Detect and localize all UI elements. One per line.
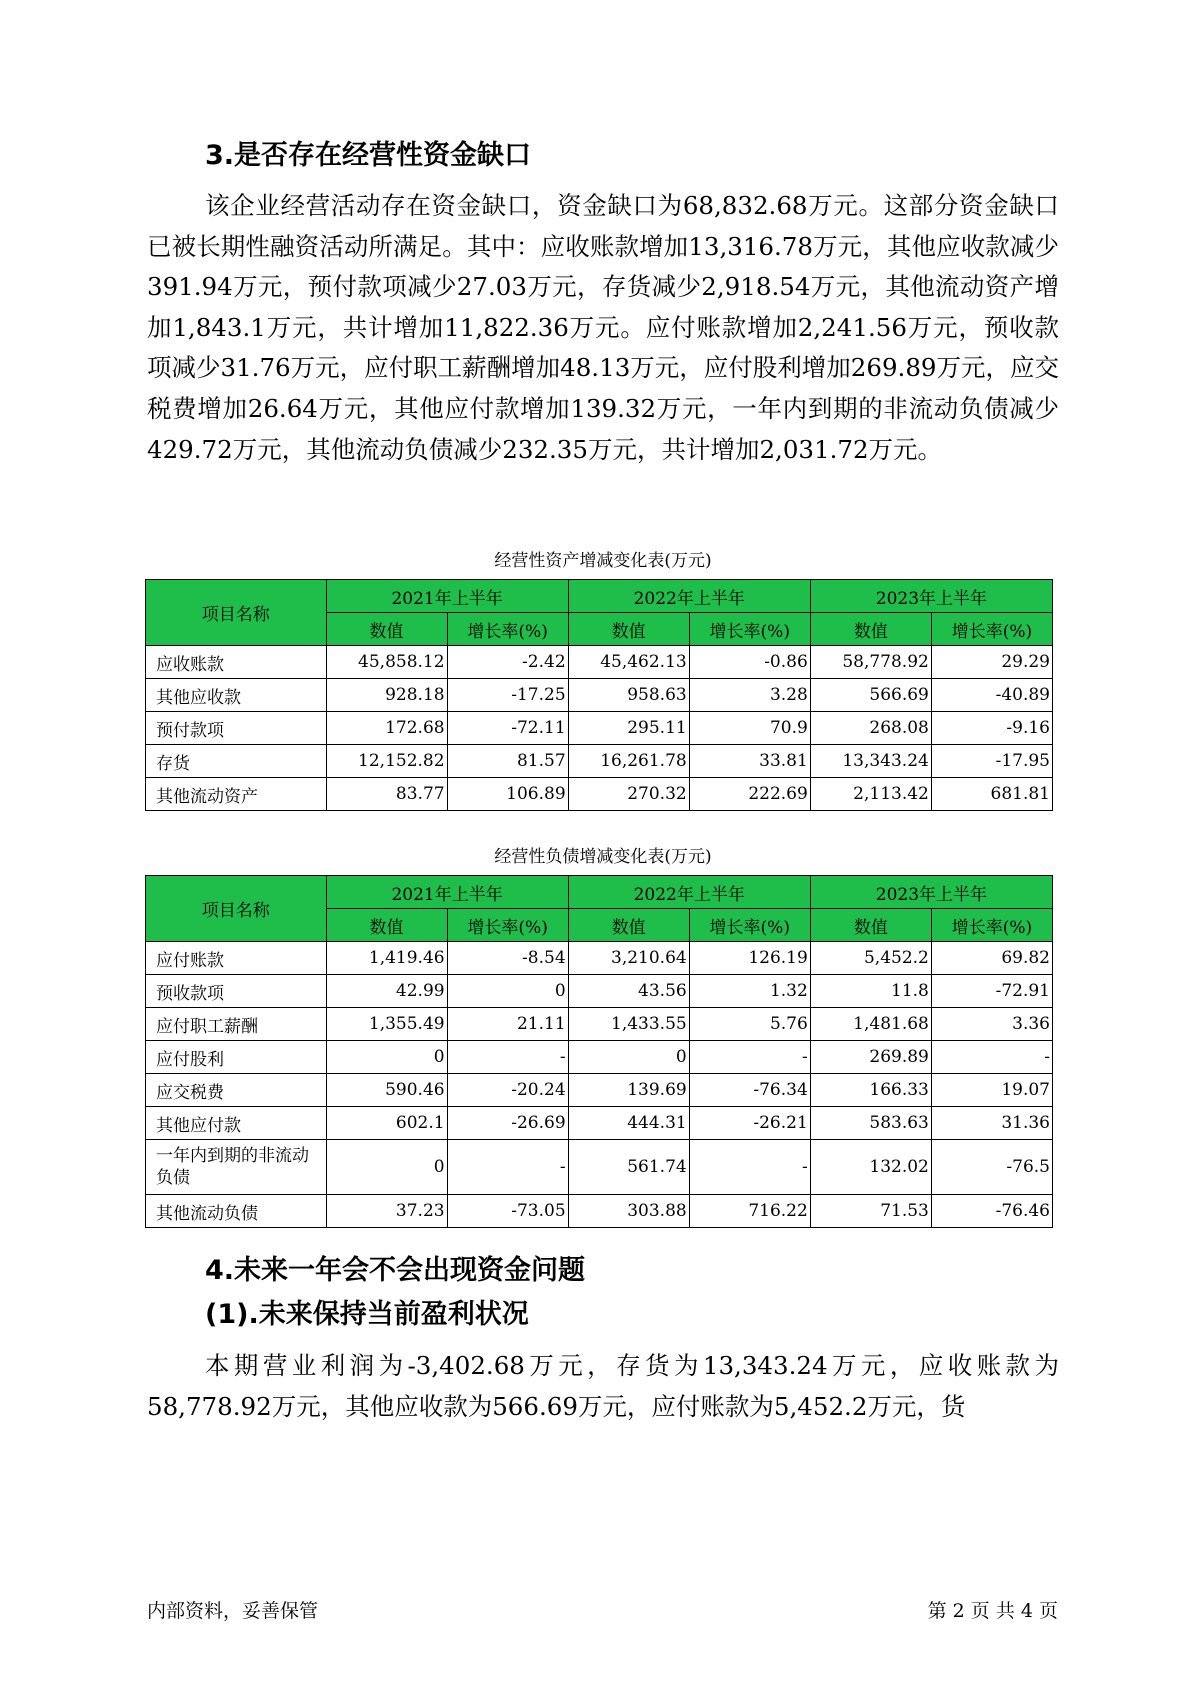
- assets-table: [145, 579, 1053, 811]
- row-item-name: 一年内到期的非流动负债: [146, 1140, 327, 1195]
- cell-value: 132.02: [810, 1140, 931, 1195]
- cell-value: 928.18: [326, 679, 447, 712]
- row-item-name: 预付款项: [146, 712, 327, 745]
- row-item-name: 存货: [146, 745, 327, 778]
- header-growth: 增长率(%): [447, 909, 568, 942]
- row-item-name: 应付股利: [146, 1041, 327, 1074]
- table-row: [146, 1074, 1053, 1107]
- cell-value: 0: [568, 1041, 689, 1074]
- header-growth: 增长率(%): [447, 613, 568, 646]
- cell-value: 268.08: [810, 712, 931, 745]
- section-4-heading: 4.未来一年会不会出现资金问题: [205, 1255, 586, 1286]
- table-row: [146, 1140, 1053, 1195]
- liabilities-table-caption: 经营性负债增减变化表(万元): [494, 847, 712, 867]
- cell-growth: -72.91: [931, 975, 1052, 1008]
- cell-value: 1,355.49: [326, 1008, 447, 1041]
- cell-growth: 716.22: [689, 1195, 810, 1228]
- header-value: 数值: [810, 613, 931, 646]
- footer-page-number: 第 2 页 共 4 页: [927, 1600, 1058, 1622]
- cell-growth: -20.24: [447, 1074, 568, 1107]
- cell-value: 1,419.46: [326, 942, 447, 975]
- row-item-name: 预收款项: [146, 975, 327, 1008]
- cell-value: 16,261.78: [568, 745, 689, 778]
- section-4-paragraph: 本期营业利润为-3,402.68万元，存货为13,343.24万元，应收账款为58,778.92万元，其他应收款为566.69万元，应付账款为5,452.2万元，货: [147, 1351, 1059, 1421]
- cell-value: 71.53: [810, 1195, 931, 1228]
- cell-value: 11.8: [810, 975, 931, 1008]
- cell-value: 561.74: [568, 1140, 689, 1195]
- cell-value: 83.77: [326, 778, 447, 811]
- cell-growth: 222.69: [689, 778, 810, 811]
- header-period-2021: 2021年上半年: [326, 876, 568, 909]
- cell-growth: 3.36: [931, 1008, 1052, 1041]
- cell-growth: -8.54: [447, 942, 568, 975]
- cell-growth: 0: [447, 975, 568, 1008]
- cell-growth: -: [689, 1041, 810, 1074]
- liabilities-table: [145, 875, 1053, 1228]
- cell-growth: 5.76: [689, 1008, 810, 1041]
- cell-value: 172.68: [326, 712, 447, 745]
- cell-growth: -40.89: [931, 679, 1052, 712]
- cell-value: 37.23: [326, 1195, 447, 1228]
- header-period-2021: 2021年上半年: [326, 580, 568, 613]
- cell-growth: 81.57: [447, 745, 568, 778]
- cell-value: 3,210.64: [568, 942, 689, 975]
- table-row: [146, 778, 1053, 811]
- row-item-name: 其他应收款: [146, 679, 327, 712]
- row-item-name: 其他流动资产: [146, 778, 327, 811]
- cell-growth: 70.9: [689, 712, 810, 745]
- cell-growth: 19.07: [931, 1074, 1052, 1107]
- cell-growth: -: [447, 1041, 568, 1074]
- row-item-name: 应付账款: [146, 942, 327, 975]
- cell-growth: -2.42: [447, 646, 568, 679]
- cell-value: 0: [326, 1041, 447, 1074]
- table-row: [146, 679, 1053, 712]
- table-row: [146, 1008, 1053, 1041]
- table-row: [146, 745, 1053, 778]
- table-row: [146, 1107, 1053, 1140]
- cell-value: 45,462.13: [568, 646, 689, 679]
- cell-value: 0: [326, 1140, 447, 1195]
- header-item-name: 项目名称: [146, 876, 327, 942]
- cell-value: 45,858.12: [326, 646, 447, 679]
- cell-growth: -76.5: [931, 1140, 1052, 1195]
- table-row: [146, 646, 1053, 679]
- row-item-name: 其他流动负债: [146, 1195, 327, 1228]
- row-item-name: 其他应付款: [146, 1107, 327, 1140]
- cell-value: 590.46: [326, 1074, 447, 1107]
- cell-growth: 69.82: [931, 942, 1052, 975]
- cell-value: 2,113.42: [810, 778, 931, 811]
- cell-value: 1,433.55: [568, 1008, 689, 1041]
- row-item-name: 应收账款: [146, 646, 327, 679]
- cell-growth: 29.29: [931, 646, 1052, 679]
- section-4-subheading: (1).未来保持当前盈利状况: [205, 1299, 529, 1330]
- assets-table-caption: 经营性资产增减变化表(万元): [494, 551, 712, 571]
- cell-growth: -: [689, 1140, 810, 1195]
- cell-value: 43.56: [568, 975, 689, 1008]
- cell-value: 13,343.24: [810, 745, 931, 778]
- section-3-heading: 3.是否存在经营性资金缺口: [205, 140, 532, 171]
- row-item-name: 应交税费: [146, 1074, 327, 1107]
- table-row: [146, 1195, 1053, 1228]
- cell-value: 269.89: [810, 1041, 931, 1074]
- header-growth: 增长率(%): [689, 909, 810, 942]
- cell-growth: -17.25: [447, 679, 568, 712]
- cell-value: 958.63: [568, 679, 689, 712]
- cell-growth: -17.95: [931, 745, 1052, 778]
- header-period-2023: 2023年上半年: [810, 580, 1052, 613]
- footer-confidential-note: 内部资料，妥善保管: [147, 1600, 319, 1622]
- cell-growth: 31.36: [931, 1107, 1052, 1140]
- cell-value: 270.32: [568, 778, 689, 811]
- row-item-name: 应付职工薪酬: [146, 1008, 327, 1041]
- table-row: [146, 712, 1053, 745]
- cell-value: 5,452.2: [810, 942, 931, 975]
- cell-value: 303.88: [568, 1195, 689, 1228]
- header-item-name: 项目名称: [146, 580, 327, 646]
- cell-growth: 681.81: [931, 778, 1052, 811]
- cell-growth: -: [931, 1041, 1052, 1074]
- cell-growth: 1.32: [689, 975, 810, 1008]
- header-growth: 增长率(%): [689, 613, 810, 646]
- header-value: 数值: [326, 613, 447, 646]
- cell-value: 139.69: [568, 1074, 689, 1107]
- cell-growth: -9.16: [931, 712, 1052, 745]
- header-growth: 增长率(%): [931, 909, 1052, 942]
- cell-value: 1,481.68: [810, 1008, 931, 1041]
- cell-growth: 106.89: [447, 778, 568, 811]
- cell-growth: -73.05: [447, 1195, 568, 1228]
- cell-value: 12,152.82: [326, 745, 447, 778]
- header-value: 数值: [810, 909, 931, 942]
- header-period-2022: 2022年上半年: [568, 580, 810, 613]
- cell-value: 42.99: [326, 975, 447, 1008]
- cell-growth: 3.28: [689, 679, 810, 712]
- cell-value: 295.11: [568, 712, 689, 745]
- cell-growth: -26.21: [689, 1107, 810, 1140]
- header-value: 数值: [326, 909, 447, 942]
- cell-growth: -26.69: [447, 1107, 568, 1140]
- section-3-paragraph: 该企业经营活动存在资金缺口，资金缺口为68,832.68万元。这部分资金缺口已被长期性融资活动所满足。其中：应收账款增加13,316.78万元，其他应收款减少391.94万元，预付款项减少27.03万元，存货减少2,918.54万元，其他流动资产增加1,843.1万元，共计增加11,822.36万元。应付账款增加2,241.56万元，预收款项减少31.76万元，应付职工薪酬增加48.13万元，应付股利增加269.89万元，应交税费增加26.64万元，其他应付款增加139.32万元，一年内到期的非流动负债减少429.72万元，其他流动负债减少232.35万元，共计增加2,031.72万元。: [147, 191, 1059, 464]
- header-value: 数值: [568, 613, 689, 646]
- table-row: [146, 942, 1053, 975]
- cell-value: 583.63: [810, 1107, 931, 1140]
- header-period-2023: 2023年上半年: [810, 876, 1052, 909]
- cell-value: 166.33: [810, 1074, 931, 1107]
- cell-value: 602.1: [326, 1107, 447, 1140]
- cell-value: 58,778.92: [810, 646, 931, 679]
- cell-value: 444.31: [568, 1107, 689, 1140]
- header-growth: 增长率(%): [931, 613, 1052, 646]
- cell-growth: -0.86: [689, 646, 810, 679]
- cell-growth: 21.11: [447, 1008, 568, 1041]
- table-row: [146, 975, 1053, 1008]
- cell-value: 566.69: [810, 679, 931, 712]
- header-value: 数值: [568, 909, 689, 942]
- header-period-2022: 2022年上半年: [568, 876, 810, 909]
- table-row: [146, 1041, 1053, 1074]
- cell-growth: 33.81: [689, 745, 810, 778]
- cell-growth: -76.34: [689, 1074, 810, 1107]
- cell-growth: 126.19: [689, 942, 810, 975]
- cell-growth: -76.46: [931, 1195, 1052, 1228]
- cell-growth: -72.11: [447, 712, 568, 745]
- cell-growth: -: [447, 1140, 568, 1195]
